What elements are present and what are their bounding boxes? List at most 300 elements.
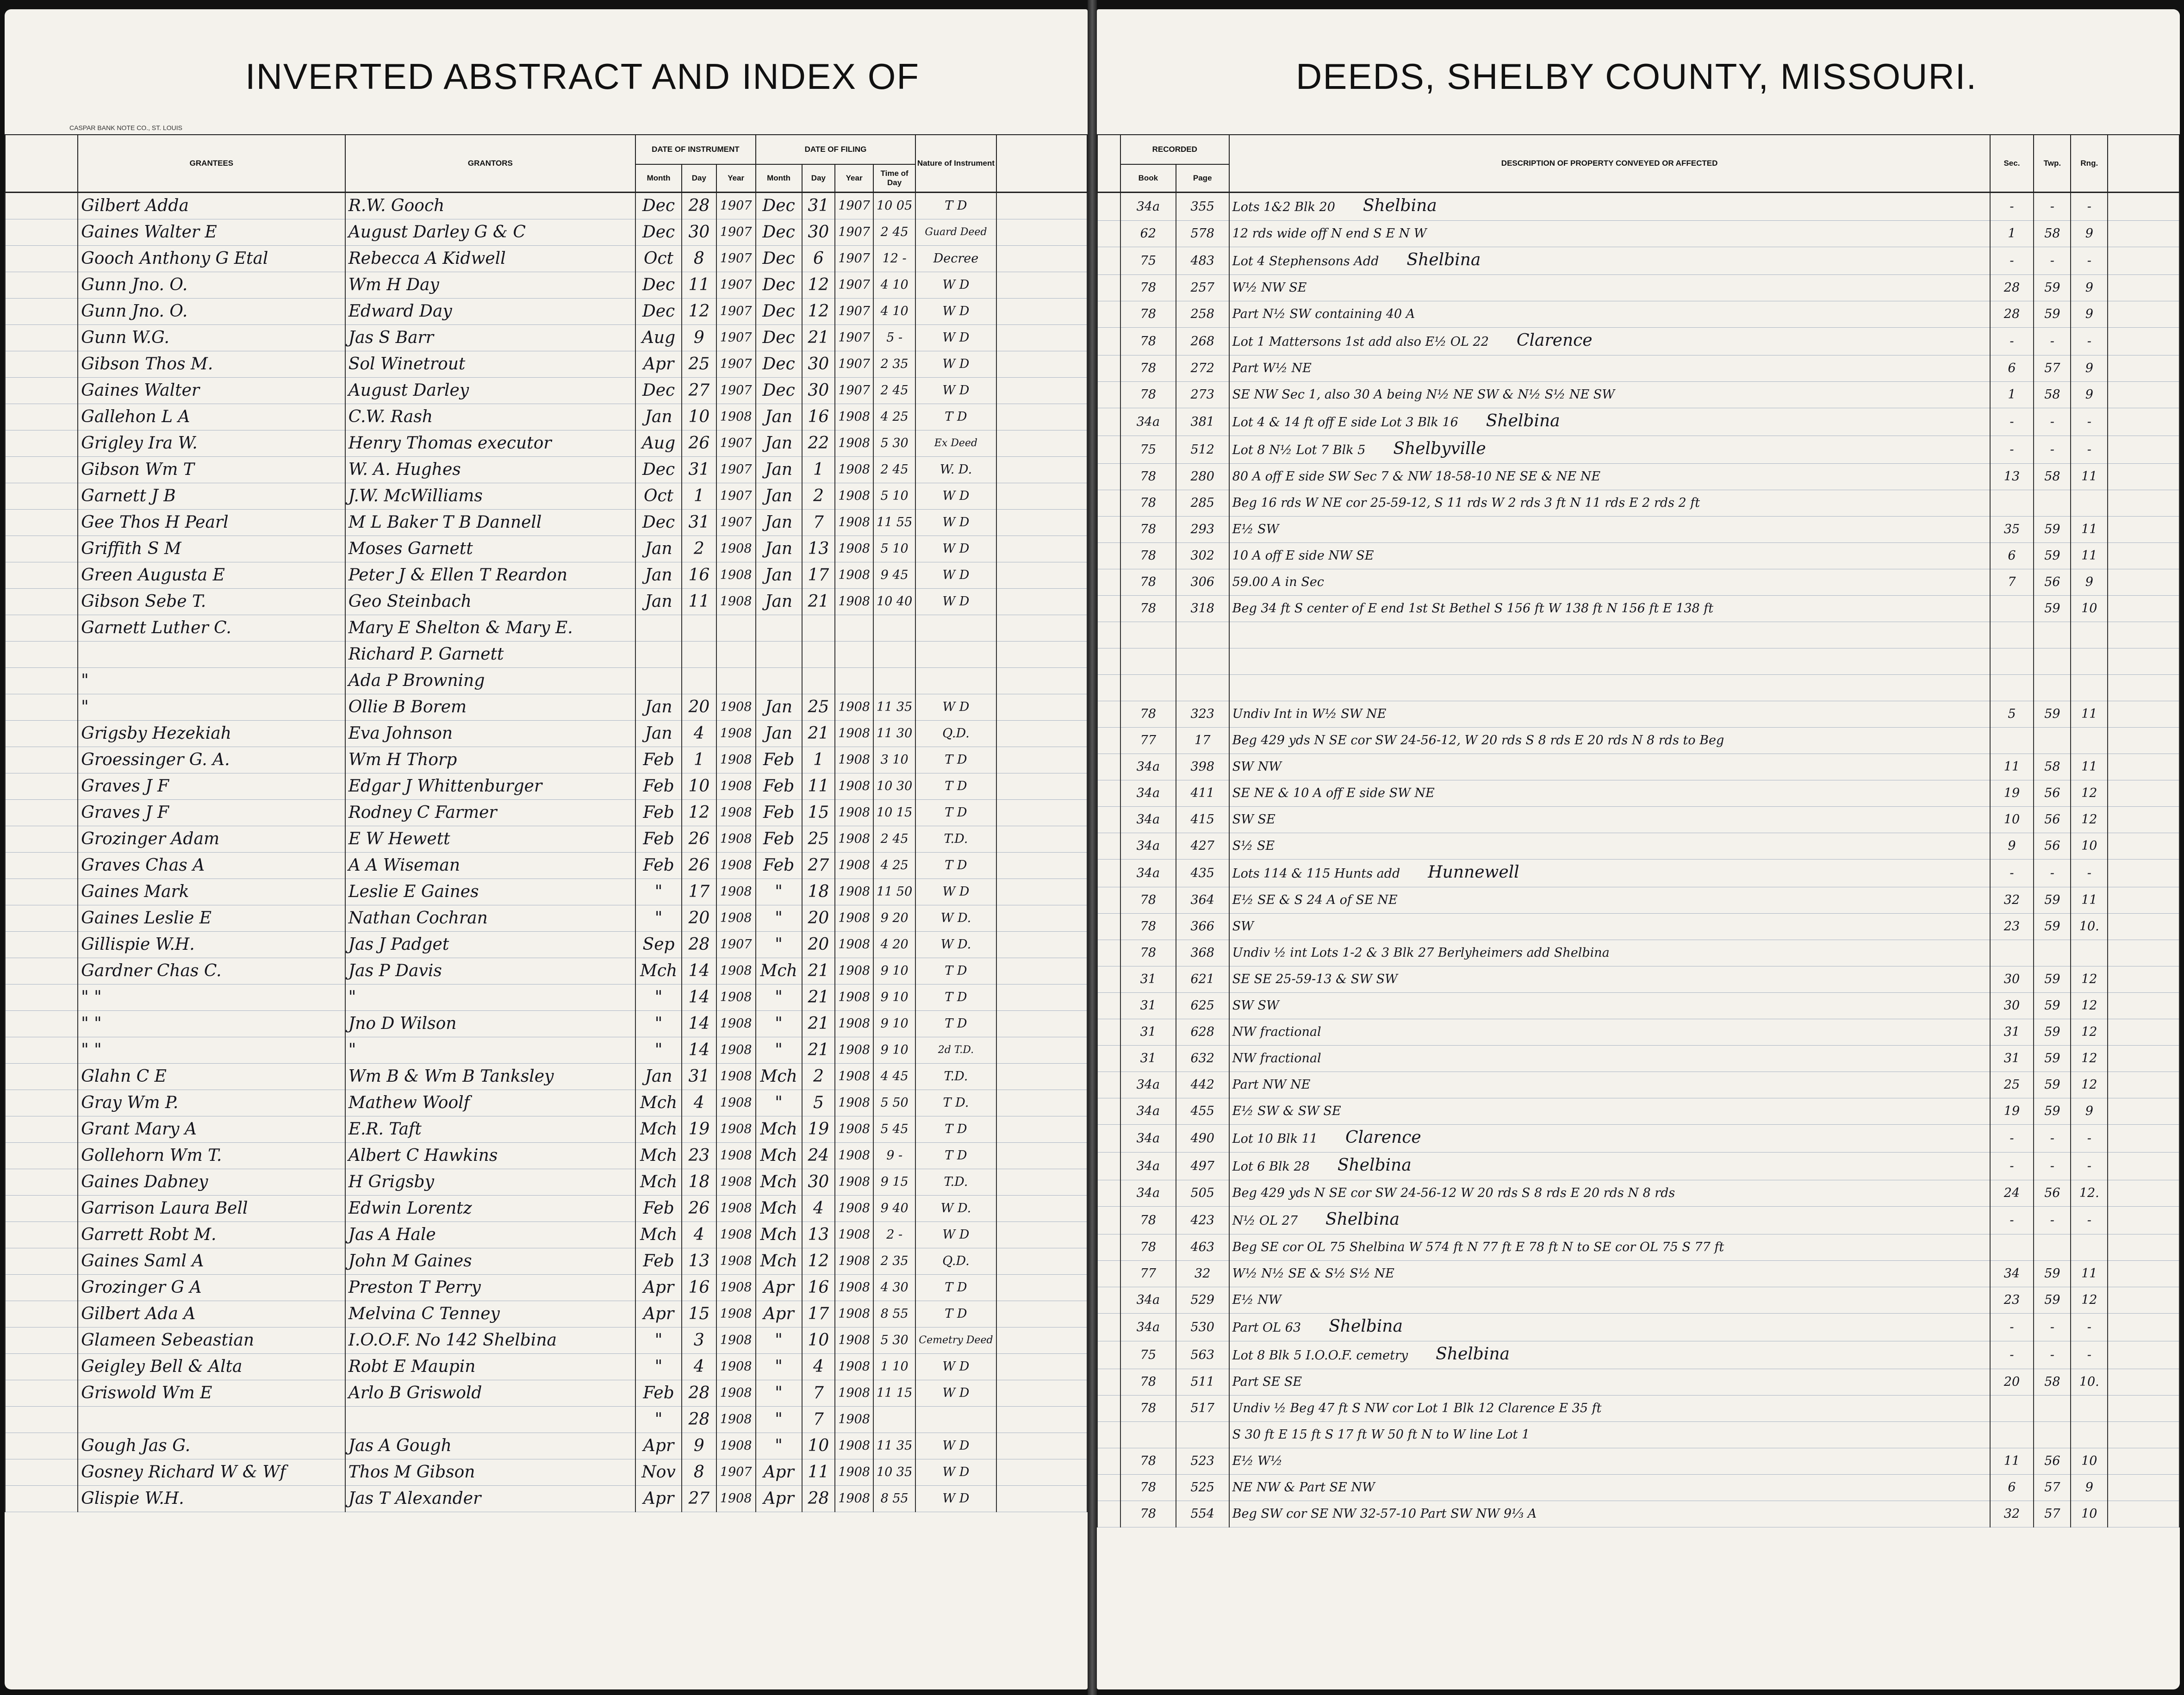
instrument-year-cell: 1908 bbox=[716, 1222, 756, 1248]
sec-cell: 28 bbox=[1990, 275, 2034, 301]
page-cell: 293 bbox=[1176, 517, 1229, 543]
right-blank-cell bbox=[2108, 382, 2179, 408]
time-of-day-cell: 5 - bbox=[873, 325, 915, 351]
ledger-row-left bbox=[5, 1275, 1087, 1301]
filing-day-cell: 13 bbox=[802, 1222, 835, 1248]
instrument-day-cell: 28 bbox=[682, 1380, 716, 1407]
grantee-cell: Gibson Thos M. bbox=[78, 351, 345, 378]
ledger-row-right bbox=[1097, 464, 2179, 490]
filing-month-cell: Jan bbox=[756, 483, 802, 510]
instrument-year-cell: 1908 bbox=[716, 1064, 756, 1090]
page-cell: 517 bbox=[1176, 1396, 1229, 1422]
sec-cell: 1 bbox=[1990, 221, 2034, 247]
instrument-month-cell: Oct bbox=[635, 246, 682, 272]
filing-day-header: Day bbox=[802, 164, 835, 193]
ledger-row-right bbox=[1097, 193, 2179, 221]
book-gutter bbox=[1088, 0, 1097, 1695]
twp-header: Twp. bbox=[2034, 135, 2071, 193]
nature-cell: W D bbox=[915, 299, 996, 325]
twp-cell: 59 bbox=[2034, 596, 2071, 622]
instrument-month-cell: Dec bbox=[635, 510, 682, 536]
rng-cell: - bbox=[2071, 436, 2108, 464]
margin-cell bbox=[5, 483, 78, 510]
grantee-cell: Garrison Laura Bell bbox=[78, 1196, 345, 1222]
filing-day-cell: 21 bbox=[802, 589, 835, 615]
grantee-cell bbox=[78, 1407, 345, 1433]
filing-year-cell: 1908 bbox=[835, 536, 873, 562]
margin-cell bbox=[5, 246, 78, 272]
instrument-year-cell: 1908 bbox=[716, 1196, 756, 1222]
instrument-day-cell: 16 bbox=[682, 562, 716, 589]
left-blank-cell bbox=[996, 853, 1087, 879]
time-of-day-cell: 9 - bbox=[873, 1143, 915, 1169]
sec-cell: - bbox=[1990, 860, 2034, 887]
page-cell: 323 bbox=[1176, 701, 1229, 728]
time-of-day-cell: 9 20 bbox=[873, 905, 915, 932]
grantee-cell: Gooch Anthony G Etal bbox=[78, 246, 345, 272]
page-cell: 483 bbox=[1176, 247, 1229, 275]
description-text: SW SW bbox=[1232, 998, 1279, 1013]
ledger-row-right bbox=[1097, 807, 2179, 833]
filing-day-cell: 7 bbox=[802, 510, 835, 536]
rng-cell bbox=[2071, 1234, 2108, 1261]
grantee-cell: Gardner Chas C. bbox=[78, 958, 345, 985]
page-cell: 364 bbox=[1176, 887, 1229, 914]
sec-cell: - bbox=[1990, 436, 2034, 464]
description-cell bbox=[1229, 728, 1990, 754]
filing-year-cell: 1908 bbox=[835, 1275, 873, 1301]
book-cell bbox=[1120, 622, 1176, 648]
ledger-row-left bbox=[5, 826, 1087, 853]
filing-month-cell: " bbox=[756, 1380, 802, 1407]
page-cell: 318 bbox=[1176, 596, 1229, 622]
filing-month-cell: Mch bbox=[756, 1248, 802, 1275]
page-cell: 490 bbox=[1176, 1125, 1229, 1153]
ledger-row-left bbox=[5, 747, 1087, 773]
time-of-day-cell: 11 30 bbox=[873, 721, 915, 747]
margin-cell bbox=[5, 1407, 78, 1433]
left-blank-cell bbox=[996, 1143, 1087, 1169]
instrument-day-cell bbox=[682, 668, 716, 694]
time-of-day-cell: 11 35 bbox=[873, 694, 915, 721]
description-cell bbox=[1229, 1314, 1990, 1341]
right-blank-cell bbox=[2108, 728, 2179, 754]
ledger-row-left bbox=[5, 193, 1087, 219]
left-blank-cell bbox=[996, 457, 1087, 483]
filing-month-cell: Mch bbox=[756, 1116, 802, 1143]
left-blank-header bbox=[996, 135, 1087, 193]
right-margin-cell bbox=[1097, 1072, 1120, 1098]
instrument-year-cell bbox=[716, 668, 756, 694]
instrument-year-cell: 1907 bbox=[716, 272, 756, 299]
instrument-year-cell: 1907 bbox=[716, 325, 756, 351]
grantee-cell: Grant Mary A bbox=[78, 1116, 345, 1143]
page-cell: 272 bbox=[1176, 355, 1229, 382]
filing-month-cell: Dec bbox=[756, 246, 802, 272]
right-margin-cell bbox=[1097, 221, 1120, 247]
right-blank-cell bbox=[2108, 543, 2179, 569]
ledger-row-left bbox=[5, 905, 1087, 932]
left-blank-cell bbox=[996, 773, 1087, 800]
instrument-day-cell: 28 bbox=[682, 932, 716, 958]
ledger-row-right bbox=[1097, 1234, 2179, 1261]
instrument-day-cell bbox=[682, 615, 716, 642]
ledger-row-right bbox=[1097, 1153, 2179, 1180]
ledger-row-right bbox=[1097, 833, 2179, 860]
grantee-cell: " bbox=[78, 668, 345, 694]
filing-month-cell: Feb bbox=[756, 853, 802, 879]
book-cell: 78 bbox=[1120, 887, 1176, 914]
instrument-year-cell: 1907 bbox=[716, 299, 756, 325]
right-ledger-page bbox=[1097, 9, 2180, 1689]
book-cell: 34a bbox=[1120, 1125, 1176, 1153]
twp-cell: 57 bbox=[2034, 1501, 2071, 1527]
instrument-month-cell: " bbox=[635, 985, 682, 1011]
ledger-row-right bbox=[1097, 914, 2179, 940]
filing-month-cell: Jan bbox=[756, 694, 802, 721]
filing-month-cell: Apr bbox=[756, 1486, 802, 1512]
filing-day-cell: 17 bbox=[802, 1301, 835, 1327]
page-cell: 258 bbox=[1176, 301, 1229, 328]
nature-cell: T.D. bbox=[915, 1169, 996, 1196]
ledger-row-right bbox=[1097, 1046, 2179, 1072]
ledger-row-right bbox=[1097, 1475, 2179, 1501]
filing-year-cell: 1908 bbox=[835, 958, 873, 985]
margin-cell bbox=[5, 1143, 78, 1169]
rng-cell bbox=[2071, 1422, 2108, 1448]
right-blank-cell bbox=[2108, 1369, 2179, 1396]
margin-cell bbox=[5, 1248, 78, 1275]
instrument-day-cell: 26 bbox=[682, 826, 716, 853]
description-text: Part OL 63 bbox=[1232, 1321, 1301, 1335]
page-cell: 530 bbox=[1176, 1314, 1229, 1341]
nature-header: Nature of Instrument bbox=[915, 135, 996, 193]
ledger-row-right bbox=[1097, 887, 2179, 914]
filing-month-header: Month bbox=[756, 164, 802, 193]
page-cell: 505 bbox=[1176, 1180, 1229, 1207]
town-name: Hunnewell bbox=[1428, 863, 1519, 882]
left-ledger-page bbox=[5, 9, 1088, 1689]
nature-cell: Guard Deed bbox=[915, 219, 996, 246]
right-margin-cell bbox=[1097, 648, 1120, 675]
left-blank-cell bbox=[996, 1459, 1087, 1486]
right-margin-cell bbox=[1097, 1287, 1120, 1314]
instrument-day-cell: 31 bbox=[682, 457, 716, 483]
right-blank-cell bbox=[2108, 436, 2179, 464]
filing-month-cell: Feb bbox=[756, 747, 802, 773]
book-cell: 34a bbox=[1120, 1098, 1176, 1125]
sec-cell: 11 bbox=[1990, 754, 2034, 780]
twp-cell bbox=[2034, 1422, 2071, 1448]
time-of-day-cell: 9 45 bbox=[873, 562, 915, 589]
instrument-month-cell: Mch bbox=[635, 958, 682, 985]
filing-year-cell: 1908 bbox=[835, 800, 873, 826]
ledger-row-left bbox=[5, 1037, 1087, 1064]
grantee-cell: Glameen Sebeastian bbox=[78, 1327, 345, 1354]
book-cell: 78 bbox=[1120, 517, 1176, 543]
nature-cell: W D. bbox=[915, 1196, 996, 1222]
grantee-cell: " " bbox=[78, 1011, 345, 1037]
nature-cell: W D. bbox=[915, 905, 996, 932]
margin-cell bbox=[5, 826, 78, 853]
right-blank-cell bbox=[2108, 966, 2179, 993]
filing-day-cell: 27 bbox=[802, 853, 835, 879]
twp-cell bbox=[2034, 648, 2071, 675]
grantee-cell: Gaines Saml A bbox=[78, 1248, 345, 1275]
margin-cell bbox=[5, 1486, 78, 1512]
rng-cell: 10. bbox=[2071, 914, 2108, 940]
page-cell bbox=[1176, 675, 1229, 701]
nature-cell bbox=[915, 668, 996, 694]
margin-cell bbox=[5, 536, 78, 562]
rng-cell: - bbox=[2071, 1314, 2108, 1341]
ledger-row-left bbox=[5, 1407, 1087, 1433]
right-blank-cell bbox=[2108, 622, 2179, 648]
filing-year-cell: 1908 bbox=[835, 1248, 873, 1275]
filing-month-cell: Apr bbox=[756, 1301, 802, 1327]
description-cell bbox=[1229, 543, 1990, 569]
description-text: E½ SE & S 24 A of SE NE bbox=[1232, 893, 1398, 907]
margin-cell bbox=[5, 1301, 78, 1327]
ledger-row-left bbox=[5, 351, 1087, 378]
grantee-cell: " " bbox=[78, 1037, 345, 1064]
grantor-cell: Jas P Davis bbox=[345, 958, 635, 985]
book-cell: 31 bbox=[1120, 1019, 1176, 1046]
instrument-month-cell: Dec bbox=[635, 193, 682, 219]
description-cell bbox=[1229, 247, 1990, 275]
nature-cell: T D bbox=[915, 958, 996, 985]
page-cell: 525 bbox=[1176, 1475, 1229, 1501]
filing-month-cell: Mch bbox=[756, 1169, 802, 1196]
page-cell: 523 bbox=[1176, 1448, 1229, 1475]
instrument-month-cell: Apr bbox=[635, 351, 682, 378]
twp-cell: 59 bbox=[2034, 275, 2071, 301]
twp-cell: 59 bbox=[2034, 993, 2071, 1019]
left-blank-cell bbox=[996, 1064, 1087, 1090]
filing-month-cell: Mch bbox=[756, 1196, 802, 1222]
nature-cell: T D bbox=[915, 1143, 996, 1169]
twp-cell: 56 bbox=[2034, 780, 2071, 807]
time-of-day-cell: 1 10 bbox=[873, 1354, 915, 1380]
filing-year-cell bbox=[835, 642, 873, 668]
left-ledger-table bbox=[5, 134, 1088, 1512]
nature-cell: W D. bbox=[915, 932, 996, 958]
ledger-row-left bbox=[5, 853, 1087, 879]
right-margin-cell bbox=[1097, 1475, 1120, 1501]
nature-cell: Ex Deed bbox=[915, 430, 996, 457]
twp-cell: 59 bbox=[2034, 887, 2071, 914]
description-text: W½ N½ SE & S½ S½ NE bbox=[1232, 1266, 1394, 1281]
grantee-cell: Gillispie W.H. bbox=[78, 932, 345, 958]
sec-cell: 23 bbox=[1990, 914, 2034, 940]
book-cell: 78 bbox=[1120, 301, 1176, 328]
book-cell: 34a bbox=[1120, 1180, 1176, 1207]
margin-column-header bbox=[5, 135, 78, 193]
right-blank-cell bbox=[2108, 1341, 2179, 1369]
nature-cell: T D bbox=[915, 773, 996, 800]
nature-cell: W D bbox=[915, 510, 996, 536]
instrument-month-cell: Feb bbox=[635, 1380, 682, 1407]
description-text: Part NW NE bbox=[1232, 1078, 1311, 1092]
grantee-cell: Griswold Wm E bbox=[78, 1380, 345, 1407]
left-blank-cell bbox=[996, 219, 1087, 246]
instrument-day-cell: 12 bbox=[682, 800, 716, 826]
ledger-row-right bbox=[1097, 1287, 2179, 1314]
time-of-day-cell: 5 10 bbox=[873, 483, 915, 510]
instrument-day-cell: 17 bbox=[682, 879, 716, 905]
sec-cell bbox=[1990, 1422, 2034, 1448]
filing-day-cell: 20 bbox=[802, 932, 835, 958]
description-cell bbox=[1229, 1046, 1990, 1072]
instrument-day-cell: 27 bbox=[682, 1486, 716, 1512]
sec-cell: 6 bbox=[1990, 355, 2034, 382]
ledger-row-right bbox=[1097, 1341, 2179, 1369]
description-text: SW SE bbox=[1232, 812, 1276, 827]
twp-cell: 59 bbox=[2034, 1072, 2071, 1098]
description-cell bbox=[1229, 517, 1990, 543]
filing-month-cell: Jan bbox=[756, 562, 802, 589]
page-cell: 32 bbox=[1176, 1261, 1229, 1287]
filing-month-cell: " bbox=[756, 1407, 802, 1433]
left-blank-cell bbox=[996, 510, 1087, 536]
margin-cell bbox=[5, 1037, 78, 1064]
left-blank-cell bbox=[996, 1354, 1087, 1380]
filing-day-cell: 7 bbox=[802, 1407, 835, 1433]
right-margin-cell bbox=[1097, 807, 1120, 833]
book-header: Book bbox=[1120, 164, 1176, 193]
ledger-row-left bbox=[5, 430, 1087, 457]
left-blank-cell bbox=[996, 747, 1087, 773]
instrument-month-cell: Jan bbox=[635, 404, 682, 430]
instrument-month-cell: " bbox=[635, 879, 682, 905]
description-text: S½ SE bbox=[1232, 839, 1275, 853]
description-cell bbox=[1229, 1072, 1990, 1098]
grantee-cell: Garnett Luther C. bbox=[78, 615, 345, 642]
ledger-row-left bbox=[5, 1380, 1087, 1407]
filing-month-cell: Jan bbox=[756, 457, 802, 483]
ledger-row-left bbox=[5, 457, 1087, 483]
description-cell bbox=[1229, 622, 1990, 648]
instrument-day-cell: 14 bbox=[682, 1037, 716, 1064]
instrument-day-cell: 1 bbox=[682, 747, 716, 773]
time-of-day-cell: 5 10 bbox=[873, 536, 915, 562]
right-blank-cell bbox=[2108, 569, 2179, 596]
grantee-cell: Garrett Robt M. bbox=[78, 1222, 345, 1248]
instrument-year-cell: 1908 bbox=[716, 589, 756, 615]
town-name: Shelbina bbox=[1337, 1156, 1412, 1175]
rng-cell bbox=[2071, 490, 2108, 517]
right-margin-cell bbox=[1097, 887, 1120, 914]
filing-day-cell: 11 bbox=[802, 773, 835, 800]
ledger-row-left bbox=[5, 510, 1087, 536]
description-cell bbox=[1229, 328, 1990, 355]
right-margin-cell bbox=[1097, 1207, 1120, 1234]
book-cell: 34a bbox=[1120, 408, 1176, 436]
right-blank-cell bbox=[2108, 1234, 2179, 1261]
nature-cell: T D bbox=[915, 747, 996, 773]
grantor-cell: Preston T Perry bbox=[345, 1275, 635, 1301]
right-margin-cell bbox=[1097, 517, 1120, 543]
instrument-year-cell: 1907 bbox=[716, 378, 756, 404]
grantor-cell: Thos M Gibson bbox=[345, 1459, 635, 1486]
margin-cell bbox=[5, 510, 78, 536]
nature-cell: W D bbox=[915, 1354, 996, 1380]
twp-cell: - bbox=[2034, 328, 2071, 355]
ledger-row-right bbox=[1097, 940, 2179, 966]
instrument-year-cell: 1908 bbox=[716, 1143, 756, 1169]
filing-year-cell: 1908 bbox=[835, 1327, 873, 1354]
margin-cell bbox=[5, 1090, 78, 1116]
ledger-row-left bbox=[5, 1327, 1087, 1354]
sec-cell bbox=[1990, 622, 2034, 648]
description-cell bbox=[1229, 1153, 1990, 1180]
instrument-day-cell: 16 bbox=[682, 1275, 716, 1301]
margin-cell bbox=[5, 1327, 78, 1354]
right-margin-cell bbox=[1097, 301, 1120, 328]
rng-cell: 12 bbox=[2071, 1019, 2108, 1046]
instrument-day-cell: 31 bbox=[682, 510, 716, 536]
inst-month-header: Month bbox=[635, 164, 682, 193]
grantor-cell: Edwin Lorentz bbox=[345, 1196, 635, 1222]
filing-year-cell: 1908 bbox=[835, 483, 873, 510]
description-text: SE SE 25-59-13 & SW SW bbox=[1232, 972, 1398, 986]
grantee-cell: " bbox=[78, 694, 345, 721]
left-blank-cell bbox=[996, 642, 1087, 668]
sec-cell bbox=[1990, 596, 2034, 622]
filing-year-cell: 1908 bbox=[835, 905, 873, 932]
twp-cell: 56 bbox=[2034, 1180, 2071, 1207]
time-of-day-cell: 4 30 bbox=[873, 1275, 915, 1301]
right-margin-cell bbox=[1097, 247, 1120, 275]
ledger-row-left bbox=[5, 1090, 1087, 1116]
town-name: Shelbyville bbox=[1393, 439, 1486, 458]
book-cell: 78 bbox=[1120, 1448, 1176, 1475]
sec-cell: - bbox=[1990, 328, 2034, 355]
right-margin-cell bbox=[1097, 1180, 1120, 1207]
filing-month-cell: " bbox=[756, 985, 802, 1011]
twp-cell: 56 bbox=[2034, 1448, 2071, 1475]
right-margin-cell bbox=[1097, 1261, 1120, 1287]
description-text: SE NE & 10 A off E side SW NE bbox=[1232, 786, 1435, 800]
grantor-cell: Melvina C Tenney bbox=[345, 1301, 635, 1327]
book-cell: 31 bbox=[1120, 993, 1176, 1019]
grantor-cell: W. A. Hughes bbox=[345, 457, 635, 483]
rng-cell: - bbox=[2071, 860, 2108, 887]
book-cell: 78 bbox=[1120, 701, 1176, 728]
instrument-month-cell: Feb bbox=[635, 1196, 682, 1222]
margin-cell bbox=[5, 879, 78, 905]
grantee-cell: Gough Jas G. bbox=[78, 1433, 345, 1459]
grantee-cell: Gallehon L A bbox=[78, 404, 345, 430]
grantee-cell: Gaines Dabney bbox=[78, 1169, 345, 1196]
twp-cell: - bbox=[2034, 408, 2071, 436]
instrument-day-cell: 12 bbox=[682, 299, 716, 325]
description-cell bbox=[1229, 754, 1990, 780]
page-cell bbox=[1176, 1422, 1229, 1448]
book-cell: 34a bbox=[1120, 1287, 1176, 1314]
twp-cell: - bbox=[2034, 247, 2071, 275]
filing-year-cell: 1908 bbox=[835, 747, 873, 773]
book-cell bbox=[1120, 648, 1176, 675]
ledger-row-left bbox=[5, 272, 1087, 299]
filing-year-cell: 1908 bbox=[835, 1064, 873, 1090]
grantor-cell: Moses Garnett bbox=[345, 536, 635, 562]
instrument-day-cell: 23 bbox=[682, 1143, 716, 1169]
grantor-cell: Rodney C Farmer bbox=[345, 800, 635, 826]
filing-day-cell: 21 bbox=[802, 958, 835, 985]
rng-cell bbox=[2071, 940, 2108, 966]
description-cell bbox=[1229, 648, 1990, 675]
